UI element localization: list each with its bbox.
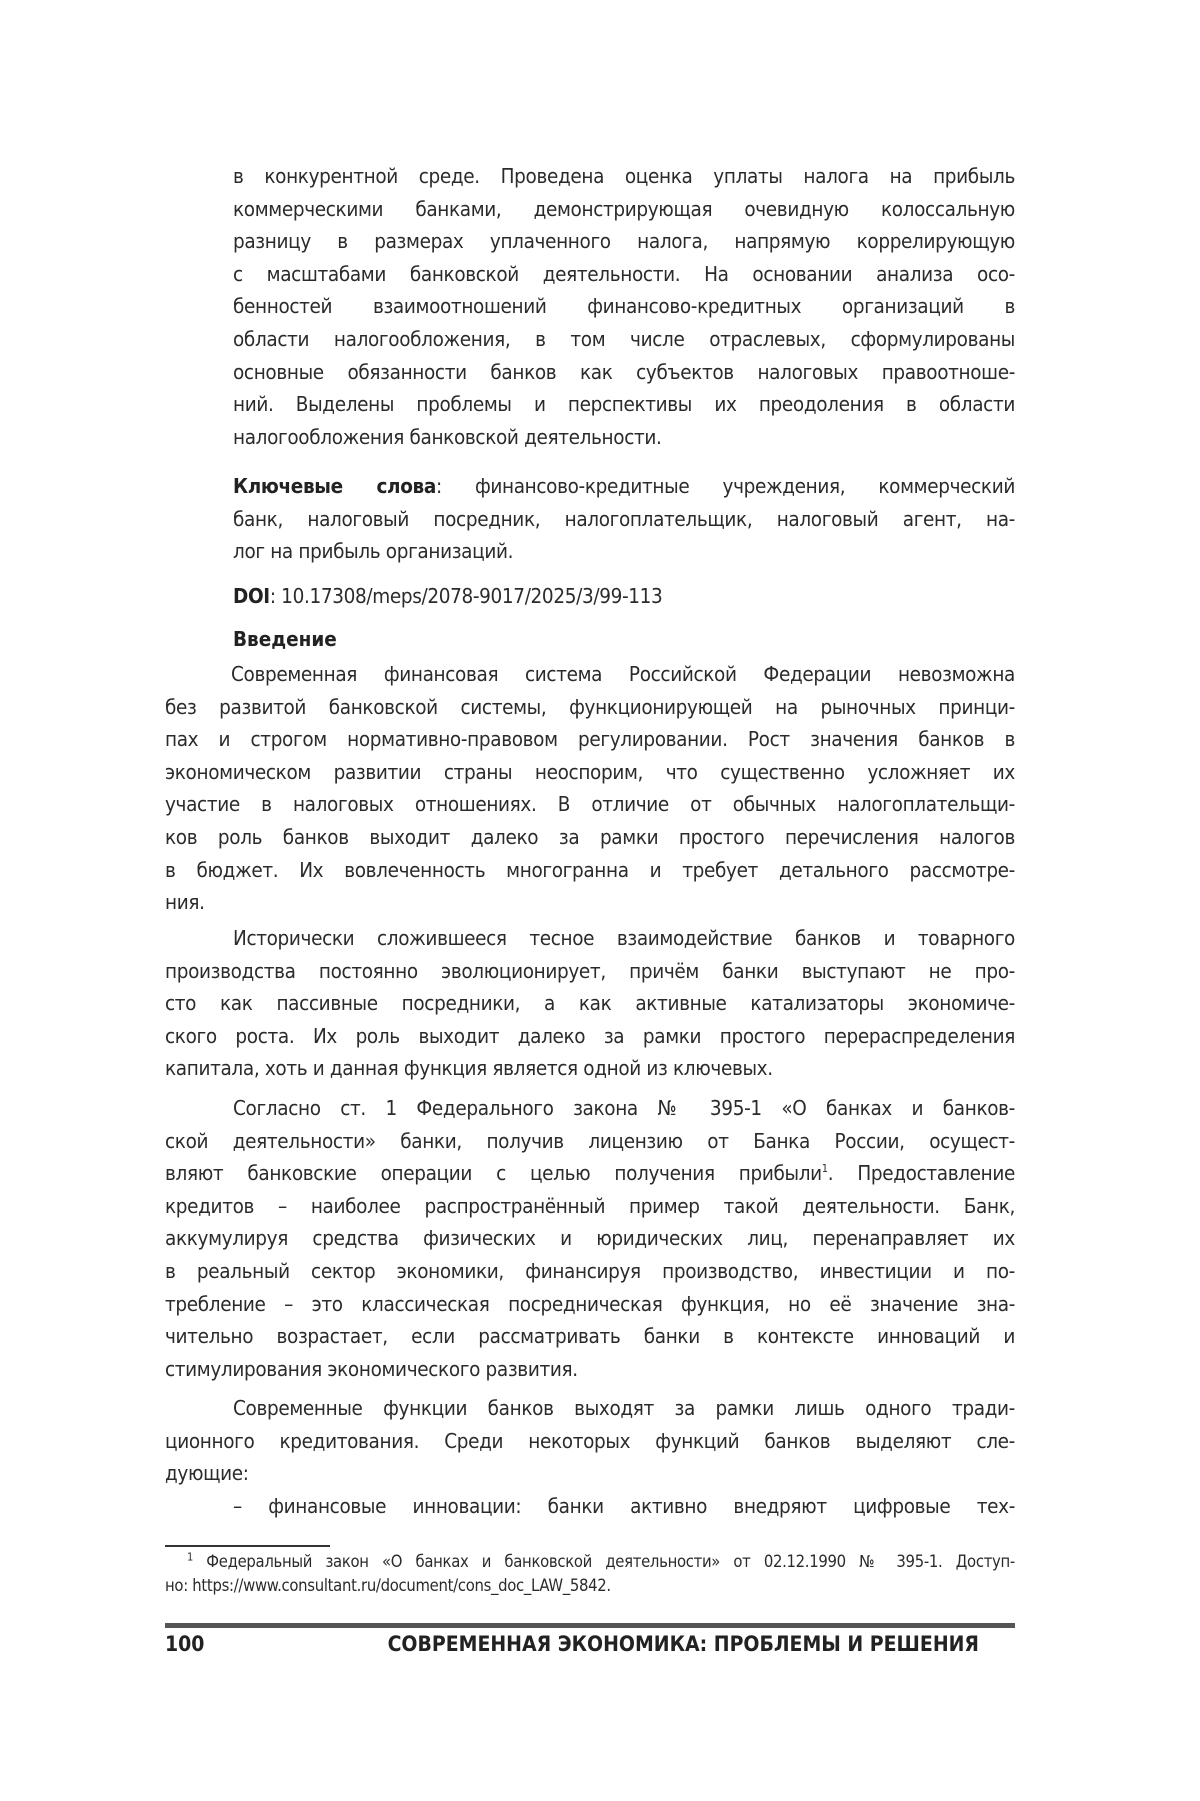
paragraph-line: в бюджет. Их вовлеченность многогранна и требует детального рассмотре- bbox=[165, 857, 1015, 882]
footnote-marker: 1 bbox=[187, 1550, 193, 1564]
section-title: Введение bbox=[233, 627, 337, 651]
paragraph-line: Исторически сложившееся тесное взаимодействие банков и товарного bbox=[233, 926, 1015, 950]
footer-divider bbox=[165, 1623, 1015, 1628]
doi bbox=[233, 580, 1015, 613]
paragraph-line: в реальный сектор экономики, финансируя производство, инвестиции и по- bbox=[165, 1258, 1015, 1283]
paragraph-line: без развитой банковской системы, функционирующей на рыночных принци- bbox=[165, 694, 1015, 719]
paragraph-line: ской деятельности» банки, получив лицензию от Банка России, осущест- bbox=[165, 1128, 1015, 1153]
abstract-line: с масштабами банковской деятельности. На основании анализа осо- bbox=[233, 261, 1015, 286]
paragraph-line: сто как пассивные посредники, а как активные катализаторы экономиче- bbox=[165, 991, 1015, 1016]
paragraph-line: производства постоянно эволюционирует, причём банки выступают не про- bbox=[165, 958, 1015, 983]
keywords-line: банк, налоговый посредник, налогоплательщик, налоговый агент, на- bbox=[233, 506, 1015, 531]
paragraph bbox=[165, 1092, 1015, 1385]
paragraph-line: требление – это классическая посредническая функция, но её значение зна- bbox=[165, 1291, 1015, 1316]
paragraph-line: ков роль банков выходит далеко за рамки простого перечисления налогов bbox=[165, 824, 1015, 849]
line-text: вляют банковские операции с целью получения прибыли bbox=[165, 1161, 822, 1186]
paragraph-line: пах и строгом нормативно-правовом регулировании. Рост значения банков в bbox=[165, 727, 1015, 752]
keywords-first-line bbox=[233, 470, 1015, 503]
doi-value[interactable]: : 10.17308/meps/2078-9017/2025/3/99-113 bbox=[269, 584, 663, 608]
paragraph-line: стимулирования экономического развития. bbox=[165, 1356, 578, 1381]
paragraph bbox=[165, 1392, 1015, 1522]
paragraph-line: экономическом развитии страны неоспорим, что существенно усложняет их bbox=[165, 759, 1015, 784]
footnote-link[interactable]: но: https://www.consultant.ru/document/cons_doc_LAW_5842. bbox=[165, 1576, 611, 1595]
paragraph-line: ционного кредитования. Среди некоторых функций банков выделяют сле- bbox=[165, 1428, 1015, 1453]
paragraph-line: Современная финансовая система Российской Федерации невозможна bbox=[231, 662, 1015, 686]
footnote-line bbox=[165, 1550, 1015, 1574]
footnote-divider bbox=[165, 1545, 330, 1547]
doi-label: DOI bbox=[233, 584, 270, 608]
keywords-text: : финансово-кредитные учреждения, коммерческий bbox=[435, 474, 1015, 498]
paragraph-line bbox=[165, 1157, 1015, 1190]
paragraph-line: кредитов – наиболее распространённый пример такой деятельности. Банк, bbox=[165, 1193, 1015, 1218]
paragraph-line: ского роста. Их роль выходит далеко за рамки простого перераспределения bbox=[165, 1023, 1015, 1048]
line-text: . Предоставление bbox=[827, 1161, 1016, 1186]
journal-title: СОВРЕМЕННАЯ ЭКОНОМИКА: ПРОБЛЕМЫ И РЕШЕНИЯ bbox=[387, 1632, 979, 1656]
abstract-line: основные обязанности банков как субъектов налоговых правоотноше- bbox=[233, 359, 1015, 384]
paragraph-line: ния. bbox=[165, 890, 205, 915]
paragraph-line: дующие: bbox=[165, 1461, 249, 1486]
abstract-line: коммерческими банками, демонстрирующая очевидную колоссальную bbox=[233, 196, 1015, 221]
footnote-ref[interactable]: 1 bbox=[821, 1162, 828, 1176]
line-text: Федеральный закон «О банках и банковской деятельности» от 02.12.1990 № 395-1. Доступ- bbox=[193, 1552, 1015, 1571]
paragraph-line: Согласно ст. 1 Федерального закона № 395-1 «О банках и банков- bbox=[233, 1096, 1015, 1120]
abstract-line: разницу в размерах уплаченного налога, напрямую коррелирующую bbox=[233, 229, 1015, 254]
paragraph bbox=[165, 658, 1015, 919]
abstract-line: в конкурентной среде. Проведена оценка уплаты налога на прибыль bbox=[233, 164, 1015, 188]
abstract-line: налогообложения банковской деятельности. bbox=[233, 424, 662, 449]
paragraph-line: капитала, хоть и данная функция является одной из ключевых. bbox=[165, 1056, 773, 1081]
list-item: – финансовые инновации: банки активно внедряют цифровые тех- bbox=[233, 1493, 1015, 1518]
paragraph-line: аккумулируя средства физических и юридических лиц, перенаправляет их bbox=[165, 1226, 1015, 1251]
paragraph bbox=[165, 922, 1015, 1085]
footnote bbox=[165, 1550, 1015, 1598]
page-number: 100 bbox=[165, 1632, 205, 1656]
abstract bbox=[233, 160, 1015, 453]
keywords-line: лог на прибыль организаций. bbox=[233, 539, 514, 564]
abstract-line: ний. Выделены проблемы и перспективы их преодоления в области bbox=[233, 392, 1015, 417]
abstract-line: области налогообложения, в том числе отраслевых, сформулированы bbox=[233, 326, 1015, 351]
paragraph-line: Современные функции банков выходят за рамки лишь одного тради- bbox=[233, 1396, 1015, 1420]
keywords bbox=[233, 470, 1015, 568]
paragraph-line: чительно возрастает, если рассматривать банки в контексте инноваций и bbox=[165, 1324, 1015, 1349]
paragraph-line: участие в налоговых отношениях. В отличие от обычных налогоплательщи- bbox=[165, 792, 1015, 817]
abstract-line: бенностей взаимоотношений финансово-кредитных организаций в bbox=[233, 294, 1015, 319]
keywords-label: Ключевые слова bbox=[233, 474, 436, 498]
